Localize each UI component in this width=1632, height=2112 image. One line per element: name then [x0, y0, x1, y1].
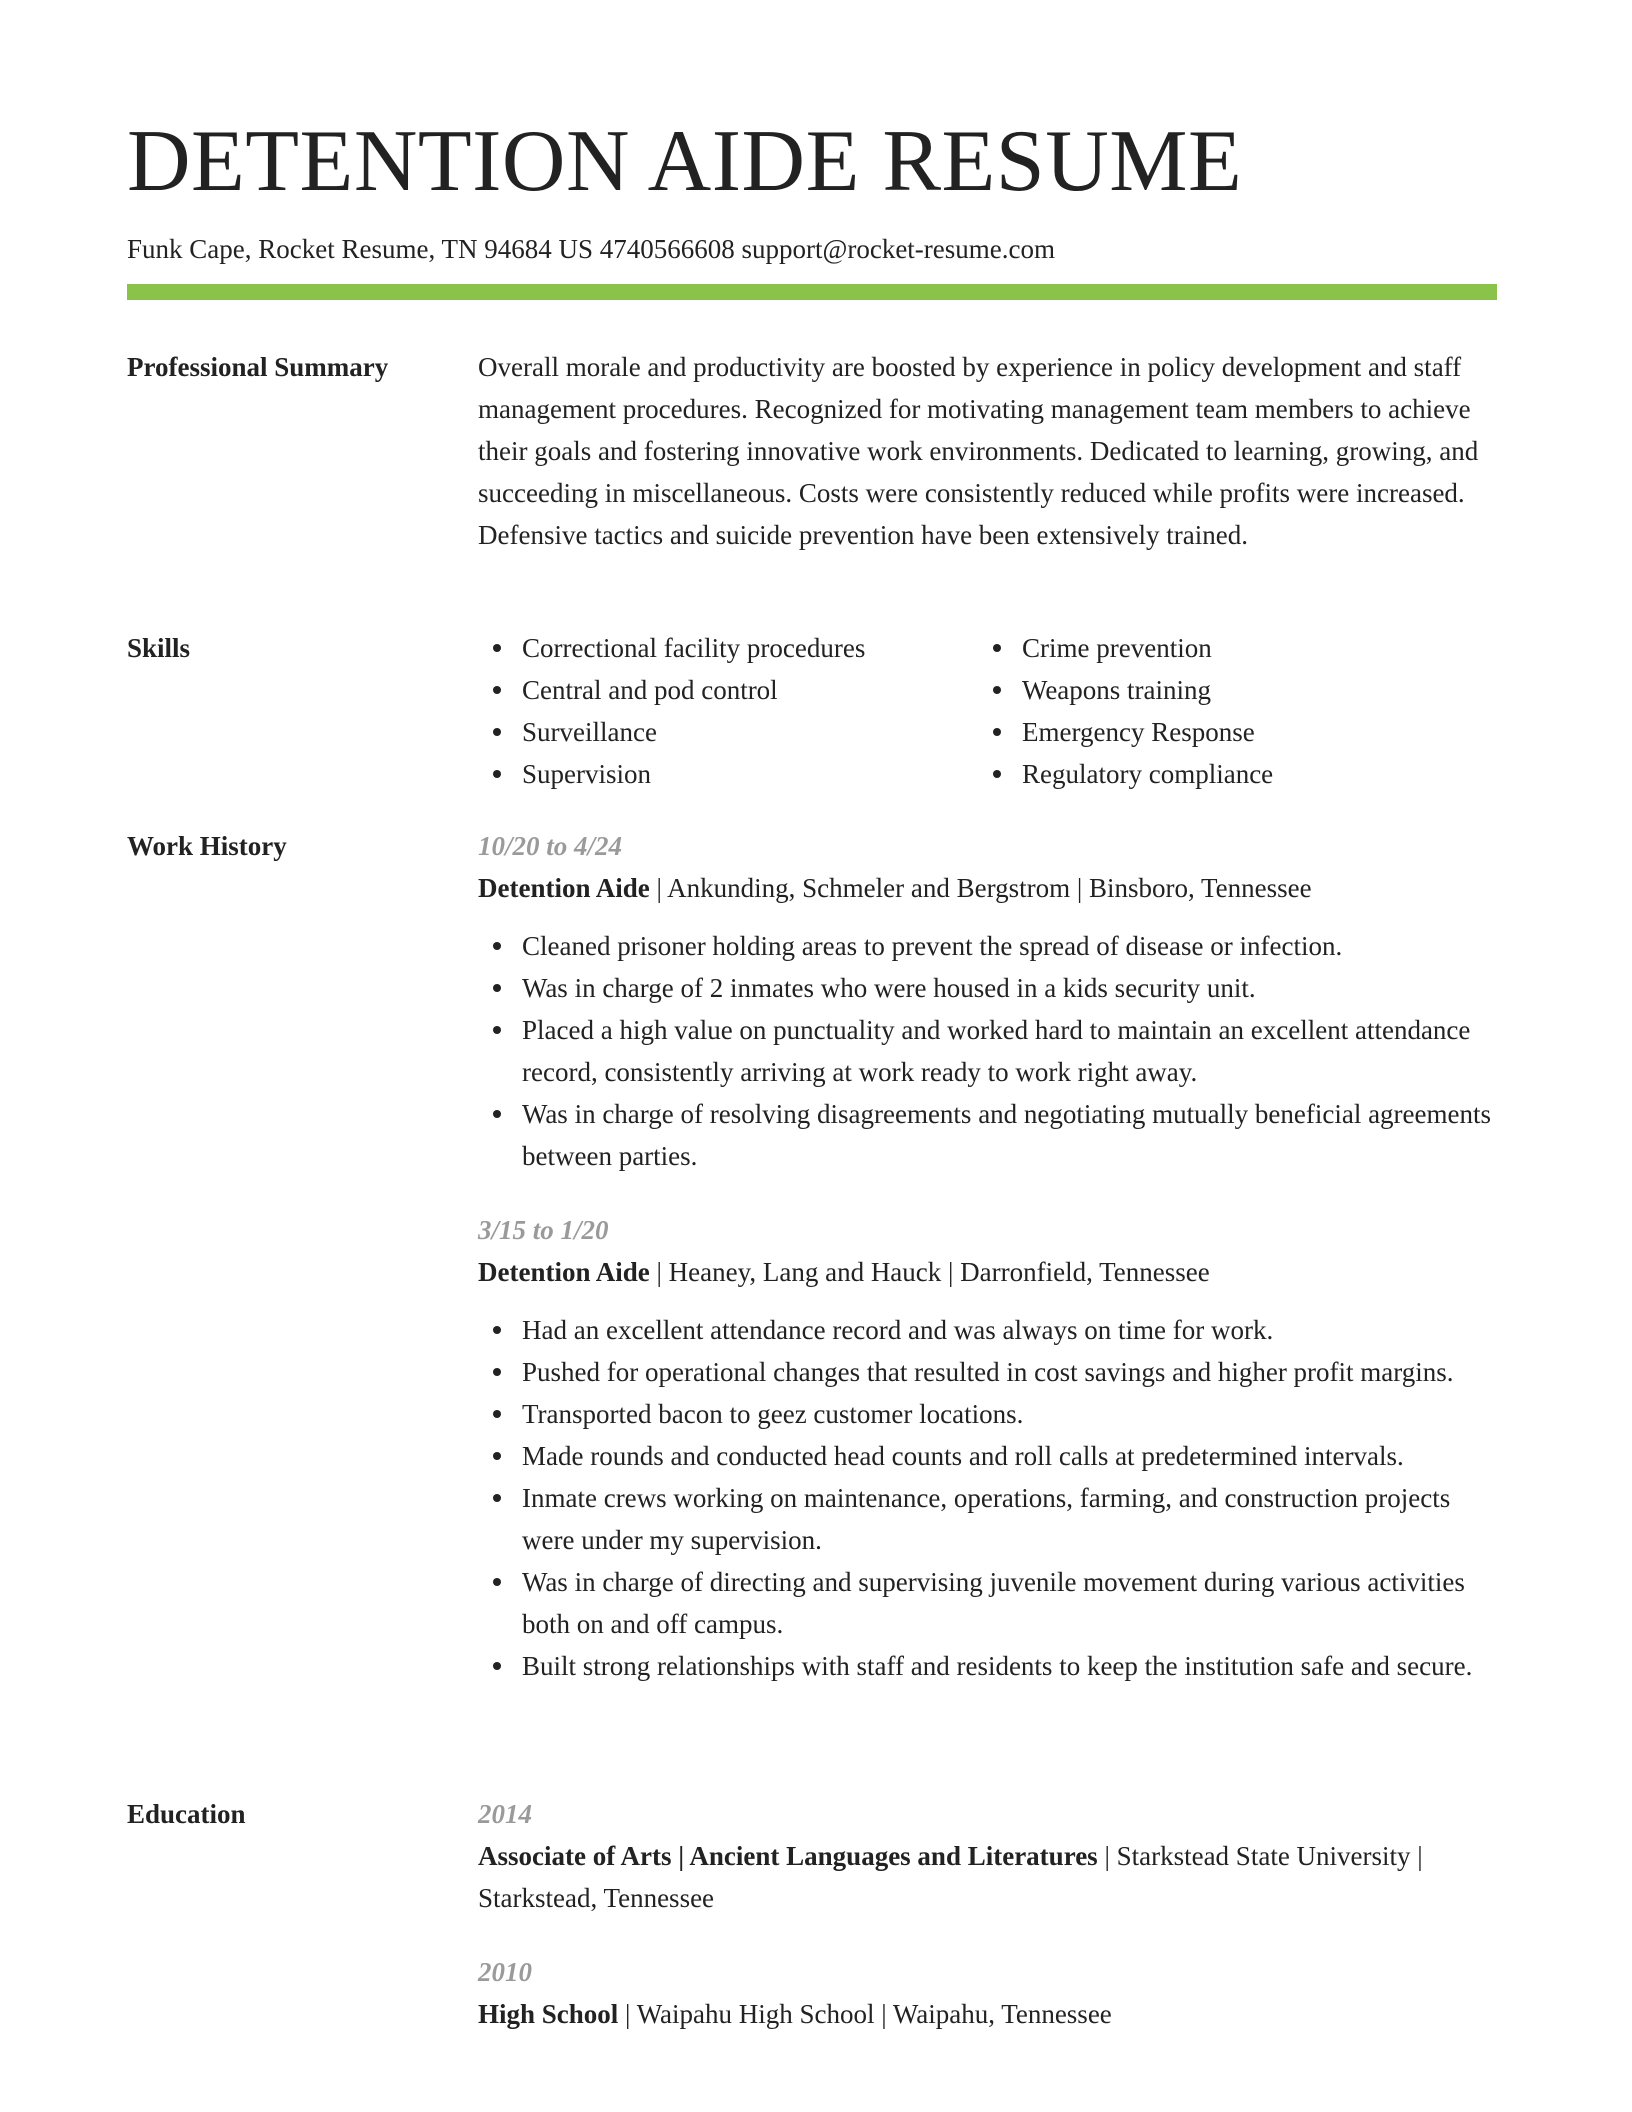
contact-line: Funk Cape, Rocket Resume, TN 94684 US 4740566608 support@rocket-resume.com [127, 234, 1055, 264]
education-entry [478, 1951, 1498, 2035]
education-entry [478, 1793, 1498, 1919]
job-heading [478, 1251, 1498, 1293]
job-dates: 3/15 to 1/20 [478, 1215, 609, 1245]
job-title: Detention Aide [478, 873, 650, 903]
job-bullet: Placed a high value on punctuality and worked hard to maintain an excellent attendance record, consistently arriving at work ready to work right away. [478, 1009, 1498, 1093]
skill-item: Central and pod control [478, 669, 978, 711]
education-degree: Associate of Arts | Ancient Languages and Literatures [478, 1841, 1098, 1871]
section-label-summary: Professional Summary [127, 352, 389, 382]
job-details: | Ankunding, Schmeler and Bergstrom | Binsboro, Tennessee [649, 873, 1312, 903]
job-bullet: Was in charge of 2 inmates who were housed in a kids security unit. [478, 967, 1498, 1009]
skill-item: Regulatory compliance [978, 753, 1478, 795]
skill-item: Emergency Response [978, 711, 1478, 753]
job-details: | Heaney, Lang and Hauck | Darronfield, Tennessee [649, 1257, 1210, 1287]
section-label-work: Work History [127, 831, 287, 861]
skill-item: Surveillance [478, 711, 978, 753]
education-details: | Waipahu High School | Waipahu, Tennessee [618, 1999, 1112, 2029]
education-details: | Starkstead State University | Starkstead, Tennessee [478, 1841, 1423, 1913]
education-heading [478, 1835, 1498, 1919]
education-year: 2010 [478, 1957, 532, 1987]
job-entry [478, 1209, 1498, 1687]
job-bullets [478, 925, 1498, 1177]
job-heading [478, 867, 1498, 909]
job-entry [478, 825, 1498, 1177]
job-bullet: Made rounds and conducted head counts and roll calls at predetermined intervals. [478, 1435, 1498, 1477]
job-bullet: Cleaned prisoner holding areas to prevent the spread of disease or infection. [478, 925, 1498, 967]
job-bullet: Was in charge of resolving disagreements and negotiating mutually beneficial agreements between parties. [478, 1093, 1498, 1177]
job-title: Detention Aide [478, 1257, 650, 1287]
summary-body [478, 346, 1498, 556]
resume-title: DETENTION AIDE RESUME [127, 113, 1243, 210]
skill-item: Crime prevention [978, 627, 1478, 669]
job-bullet: Had an excellent attendance record and was always on time for work. [478, 1309, 1498, 1351]
education-degree: High School [478, 1999, 619, 2029]
education-heading [478, 1993, 1498, 2035]
skill-item: Correctional facility procedures [478, 627, 978, 669]
skills-column-2 [978, 627, 1478, 795]
summary-text: Overall morale and productivity are boosted by experience in policy development and staff management procedures. Recognized for motivating management team members to achieve their goals and fostering innovative work environments. Dedicated to learning, growing, and succeeding in miscellaneous. Costs were consistently reduced while profits were increased. Defensive tactics and suicide prevention have been extensively trained. [478, 352, 1479, 550]
job-bullet: Transported bacon to geez customer locations. [478, 1393, 1498, 1435]
work-body [478, 825, 1498, 1719]
job-bullet: Pushed for operational changes that resulted in cost savings and higher profit margins. [478, 1351, 1498, 1393]
education-year: 2014 [478, 1799, 532, 1829]
skills-body [478, 627, 1498, 795]
job-bullet: Was in charge of directing and supervising juvenile movement during various activities both on and off campus. [478, 1561, 1498, 1645]
skill-item: Weapons training [978, 669, 1478, 711]
skill-item: Supervision [478, 753, 978, 795]
job-bullet: Built strong relationships with staff and residents to keep the institution safe and secure. [478, 1645, 1498, 1687]
section-label-skills: Skills [127, 633, 191, 663]
job-bullet: Inmate crews working on maintenance, operations, farming, and construction projects were under my supervision. [478, 1477, 1498, 1561]
accent-divider [127, 284, 1497, 300]
job-dates: 10/20 to 4/24 [478, 831, 623, 861]
education-body [478, 1793, 1498, 2067]
skills-column-1 [478, 627, 978, 795]
job-bullets [478, 1309, 1498, 1687]
section-label-education: Education [127, 1799, 246, 1829]
